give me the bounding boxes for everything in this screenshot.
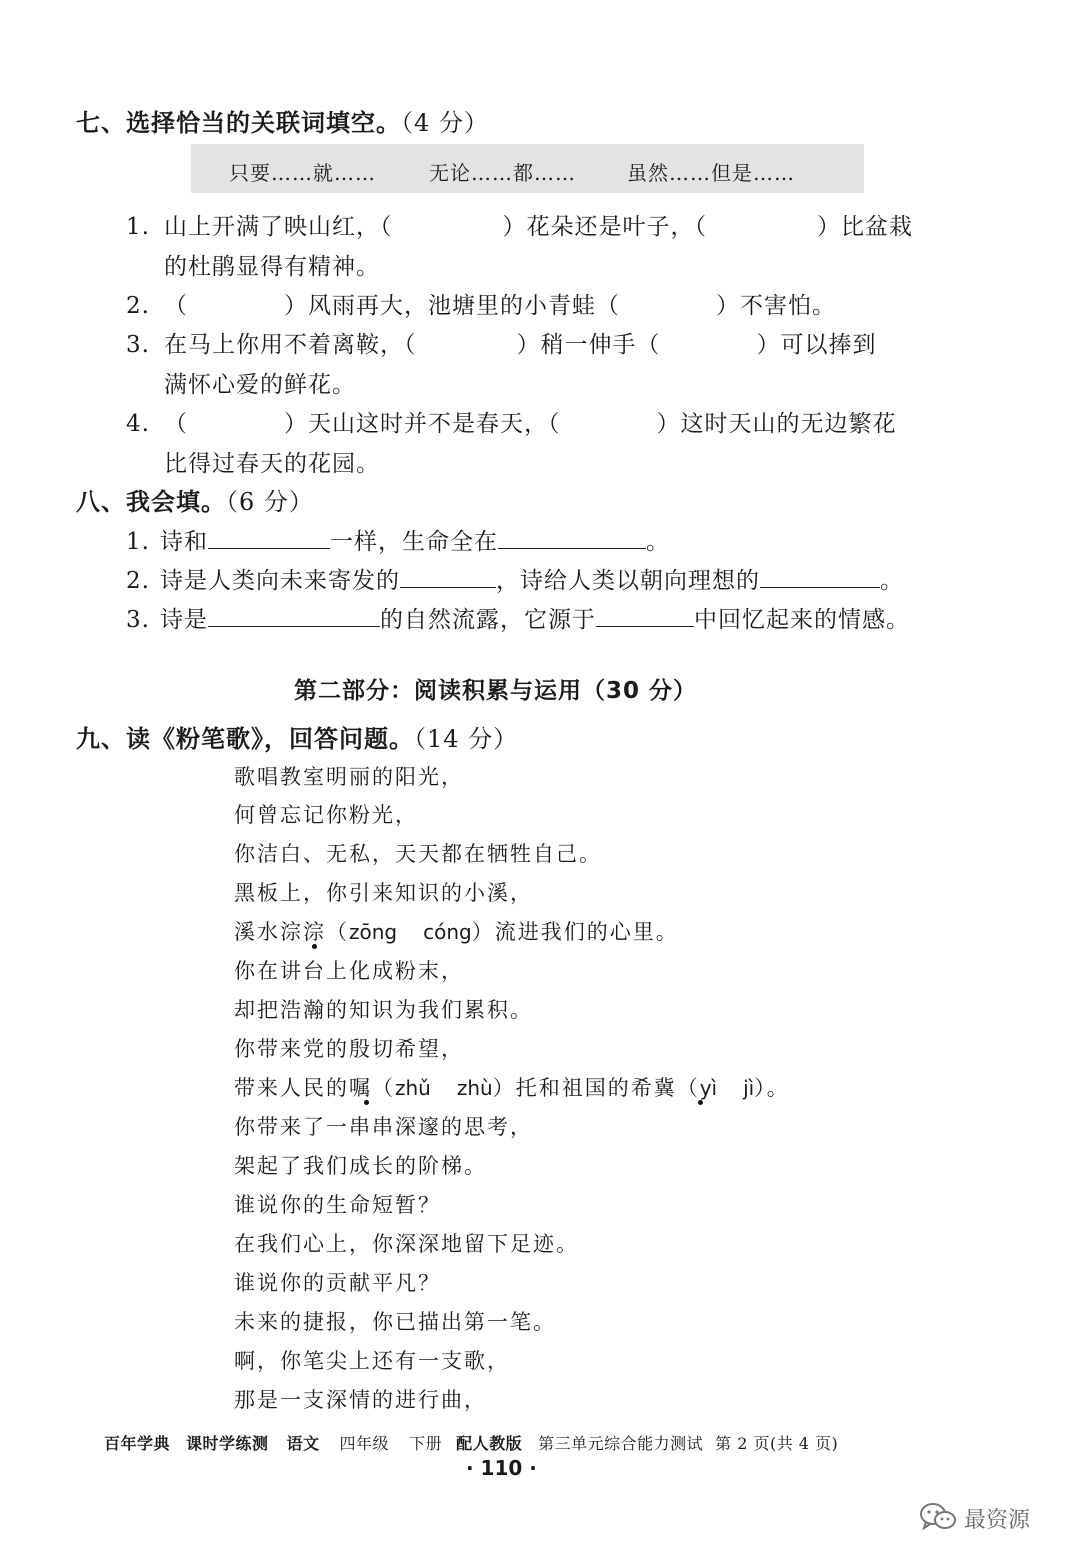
item-text: （ [164,411,188,437]
wechat-icon [918,1500,958,1534]
item-text: （ [164,293,188,319]
poem-line: 你带来党的殷切希望， [234,1037,464,1061]
q7-points: （4 分） [401,109,489,137]
q7-item [126,208,913,241]
poem-text: ）托和祖国的希冀（ [492,1076,700,1100]
item-text: ，诗给人类以朝向理想的 [496,568,760,594]
fill-blank[interactable] [760,565,880,588]
item-text: 一样，生命全在 [330,529,498,555]
footer-page-count: 第 2 页(共 4 页) [715,1434,839,1453]
footer-volume: 下册 [409,1434,443,1453]
item-text: ）比盆栽 [817,214,913,240]
fill-blank[interactable] [498,526,646,549]
item-number: 2. [126,568,150,594]
emphasis-dot [312,944,317,949]
poem-text: 带来人民的嘱（ [234,1076,395,1100]
footer-subject: 语文 [286,1434,320,1453]
word-option: 只要……就…… [229,161,376,185]
q8-item [126,562,904,595]
item-text: 在马上你用不着离鞍，（ [164,332,417,358]
emphasis-dot [698,1100,703,1105]
footer-brand: 百年学典 [104,1434,171,1453]
poem-line: 何曾忘记你粉光， [234,803,418,827]
q7-heading [76,103,489,138]
q8-item [126,601,910,634]
poem-line: 谁说你的生命短暂？ [234,1193,441,1217]
q8-heading [76,482,314,517]
poem-text: ）流进我们的心里。 [471,920,679,944]
q7-item [126,326,877,359]
page-footer [104,1431,838,1454]
item-number: 3. [126,607,150,633]
pinyin-option: jì [743,1076,755,1100]
item-number: 1. [126,529,150,555]
item-continuation: 满怀心爱的鲜花。 [164,372,356,398]
poem-line: 啊，你笔尖上还有一支歌， [234,1349,510,1373]
q8-points: （6 分） [226,488,314,516]
item-text: ）花朵还是叶子，（ [502,214,707,240]
poem-line: 那是一支深情的进行曲， [234,1388,487,1412]
q8-title: 八、我会填。 [76,488,226,516]
poem-line: 架起了我们成长的阶梯。 [234,1154,487,1178]
item-text: ）这时天山的无边繁花 [656,411,897,437]
poem-line: 你带来了一串串深邃的思考， [234,1115,533,1139]
pinyin-option: zhǔ [395,1076,431,1100]
footer-edition: 配人教版 [456,1434,523,1453]
q9-points: （14 分） [414,725,519,753]
item-continuation: 比得过春天的花园。 [164,451,380,477]
q9-title: 九、读《粉笔歌》，回答问题。 [76,725,414,753]
item-number: 1. [126,214,150,240]
emphasis-dot [364,1100,369,1105]
item-text: ）风雨再大，池塘里的小青蛙（ [284,293,620,319]
item-continuation: 的杜鹃显得有精神。 [164,254,380,280]
q9-heading [76,719,518,754]
part-two-title: 第二部分：阅读积累与运用（30 分） [294,678,698,704]
word-option: 虽然……但是…… [627,161,795,185]
footer-grade: 四年级 [339,1434,390,1453]
fill-blank[interactable] [596,604,694,627]
fill-blank[interactable] [208,526,330,549]
page-number: · 110 · [466,1456,537,1480]
q7-item [126,287,836,320]
poem-text: ）。 [754,1076,790,1100]
pinyin-option: zhù [456,1076,493,1100]
footer-series: 课时学练测 [186,1434,269,1453]
poem-line: 歌唱教室明丽的阳光， [234,765,464,789]
item-text: 的自然流露，它源于 [380,607,596,633]
item-number: 3. [126,332,150,358]
poem-line-with-pinyin [234,916,679,946]
pinyin-option: cóng [423,920,472,944]
pinyin-option: yì [699,1076,718,1100]
poem-line: 谁说你的贡献平凡？ [234,1271,441,1295]
item-text: ）不害怕。 [716,293,836,319]
pinyin-option: zōng [349,920,398,944]
fill-blank[interactable] [208,604,380,627]
poem-line: 你在讲台上化成粉末， [234,959,464,983]
item-text: 诗是人类向未来寄发的 [160,568,400,594]
footer-test-name: 第三单元综合能力测试 [538,1434,704,1453]
q8-item [126,523,670,556]
poem-line: 你洁白、无私，天天都在牺牲自己。 [234,842,602,866]
item-number: 4. [126,411,150,437]
item-text: 中回忆起来的情感。 [694,607,910,633]
item-text: 诗是 [160,607,208,633]
item-text: 山上开满了映山红，（ [164,214,393,240]
word-option: 无论……都…… [429,161,576,185]
poem-line: 黑板上，你引来知识的小溪， [234,881,533,905]
watermark-text: 最资源 [964,1508,1031,1533]
item-text: ）天山这时并不是春天，（ [284,411,561,437]
word-bank [191,144,864,193]
q7-item [126,405,897,438]
item-text: 诗和 [160,529,208,555]
poem-line: 在我们心上，你深深地留下足迹。 [234,1232,579,1256]
poem-line: 未来的捷报，你已描出第一笔。 [234,1310,556,1334]
poem-line: 却把浩瀚的知识为我们累积。 [234,998,533,1022]
fill-blank[interactable] [400,565,496,588]
q7-title: 七、选择恰当的关联词填空。 [76,109,401,137]
item-text: 。 [646,529,670,555]
item-text: ）可以捧到 [756,332,877,358]
item-number: 2. [126,293,150,319]
poem-text: 溪水淙淙（ [234,920,349,944]
poem-line-with-pinyin [234,1072,790,1102]
item-text: 。 [880,568,904,594]
item-text: ）稍一伸手（ [516,332,661,358]
